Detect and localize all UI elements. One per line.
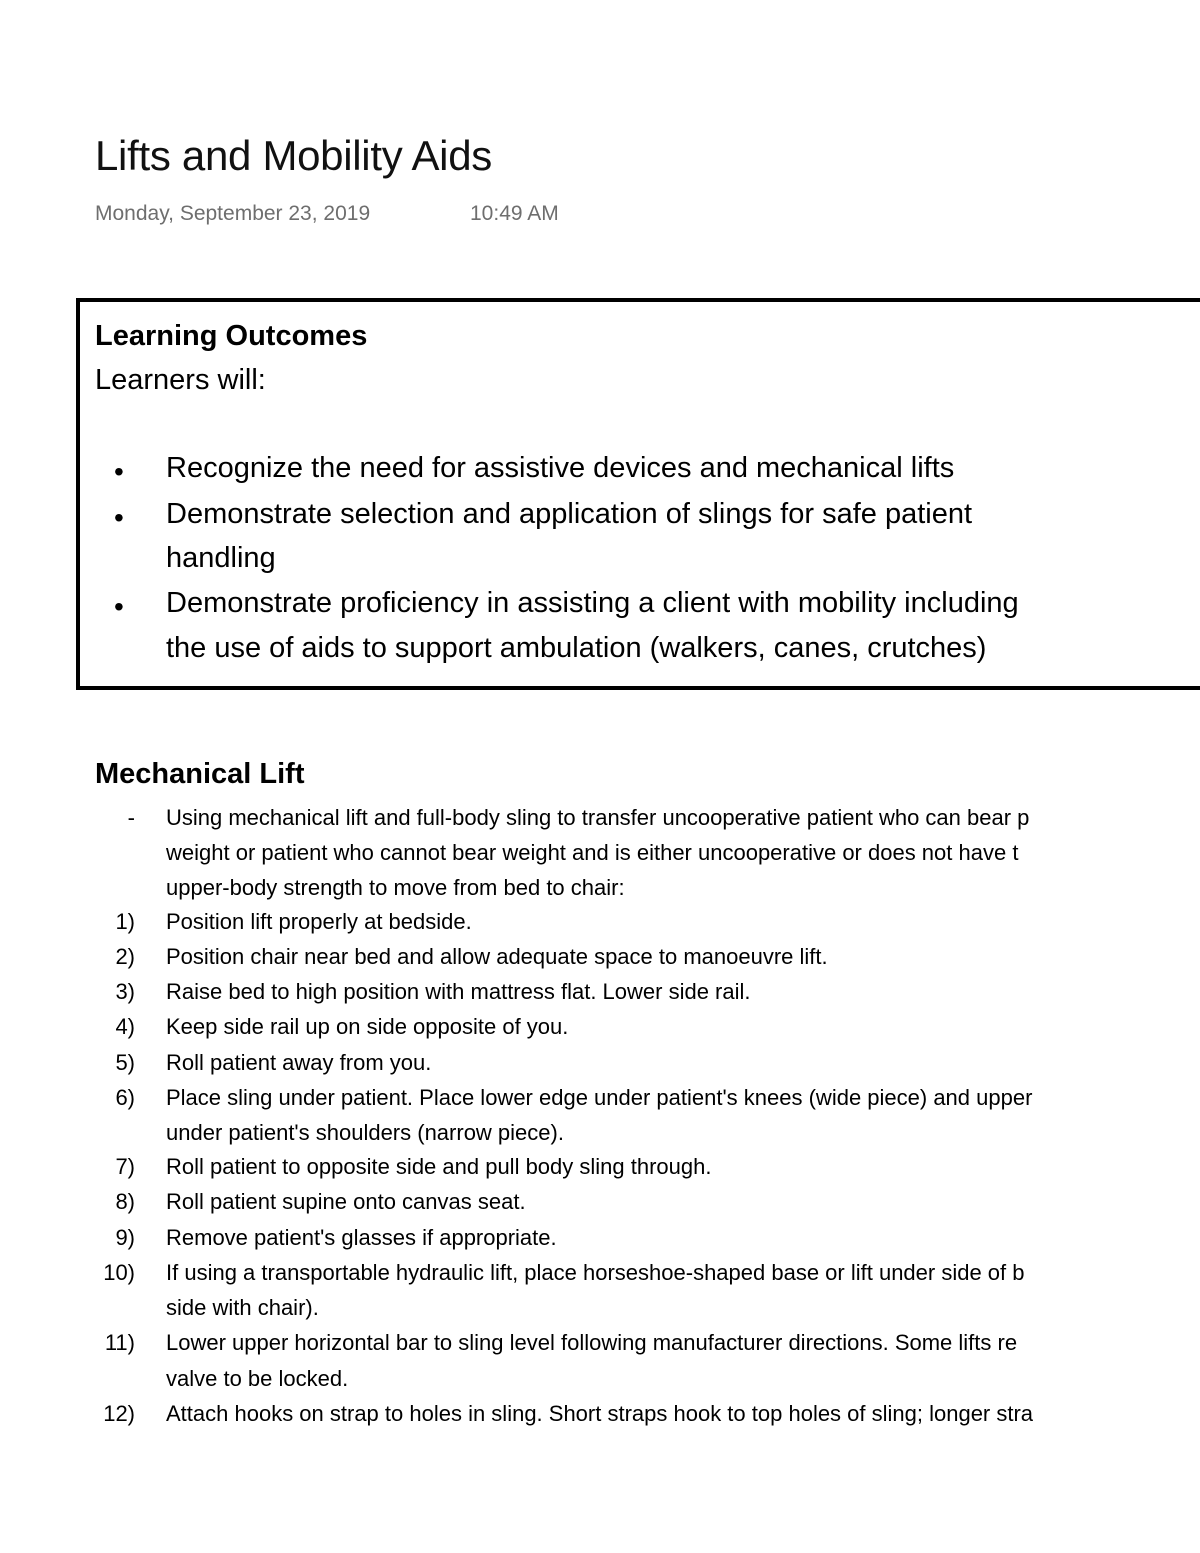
step-line: Roll patient away from you. [166,1050,432,1075]
step-line: side with chair). [166,1295,319,1320]
step-line: Roll patient supine onto canvas seat. [166,1189,526,1214]
step-number: 4) [115,1014,135,1039]
outcome-line: Demonstrate proficiency in assisting a client with mobility including [166,587,1019,619]
step-line: Position chair near bed and allow adequate space to manoeuvre lift. [166,944,828,969]
step-line: If using a transportable hydraulic lift, place horseshoe-shaped base or lift under side of b [166,1260,1025,1285]
step-line: Place sling under patient. Place lower edge under patient's knees (wide piece) and upper [166,1085,1033,1110]
outcome-line: Demonstrate selection and application of slings for safe patient [166,498,973,530]
step-number: 12) [103,1401,135,1426]
step-line: Lower upper horizontal bar to sling level following manufacturer directions. Some lifts re [166,1330,1018,1355]
list-dash-marker: - [127,805,135,830]
step-number: 10) [103,1260,135,1285]
step-number: 1) [115,909,135,934]
outcome-line: handling [166,542,276,574]
mechanical-lift-heading: Mechanical Lift [95,758,305,790]
step-line: Keep side rail up on side opposite of you. [166,1014,569,1039]
outcome-line: the use of aids to support ambulation (walkers, canes, crutches) [166,632,987,664]
intro-line: Using mechanical lift and full-body sling to transfer uncooperative patient who can bear p [166,805,1030,830]
outcome-line: Recognize the need for assistive devices and mechanical lifts [166,452,955,484]
bullet-icon: • [114,591,124,622]
step-line: Position lift properly at bedside. [166,909,472,934]
intro-line: weight or patient who cannot bear weight and is either uncooperative or does not have t [166,840,1019,865]
bullet-icon: • [114,502,124,533]
intro-line: upper-body strength to move from bed to chair: [166,875,625,900]
step-line: valve to be locked. [166,1366,349,1391]
page-date: Monday, September 23, 2019 [95,202,371,225]
step-number: 9) [115,1225,135,1250]
page-title: Lifts and Mobility Aids [95,132,492,179]
step-number: 6) [115,1085,135,1110]
step-line: Remove patient's glasses if appropriate. [166,1225,557,1250]
step-number: 3) [115,979,135,1004]
step-line: under patient's shoulders (narrow piece). [166,1120,564,1145]
step-number: 5) [115,1050,135,1075]
step-number: 7) [115,1154,135,1179]
learning-outcomes-heading: Learning Outcomes [95,320,368,352]
step-line: Attach hooks on strap to holes in sling. Short straps hook to top holes of sling; longer stra [166,1401,1034,1426]
step-line: Raise bed to high position with mattress flat. Lower side rail. [166,979,751,1004]
bullet-icon: • [114,456,124,487]
learning-outcomes-intro: Learners will: [95,364,266,396]
page-time: 10:49 AM [470,202,559,225]
step-line: Roll patient to opposite side and pull body sling through. [166,1154,712,1179]
step-number: 11) [104,1330,135,1355]
step-number: 8) [115,1189,135,1214]
step-number: 2) [115,944,135,969]
